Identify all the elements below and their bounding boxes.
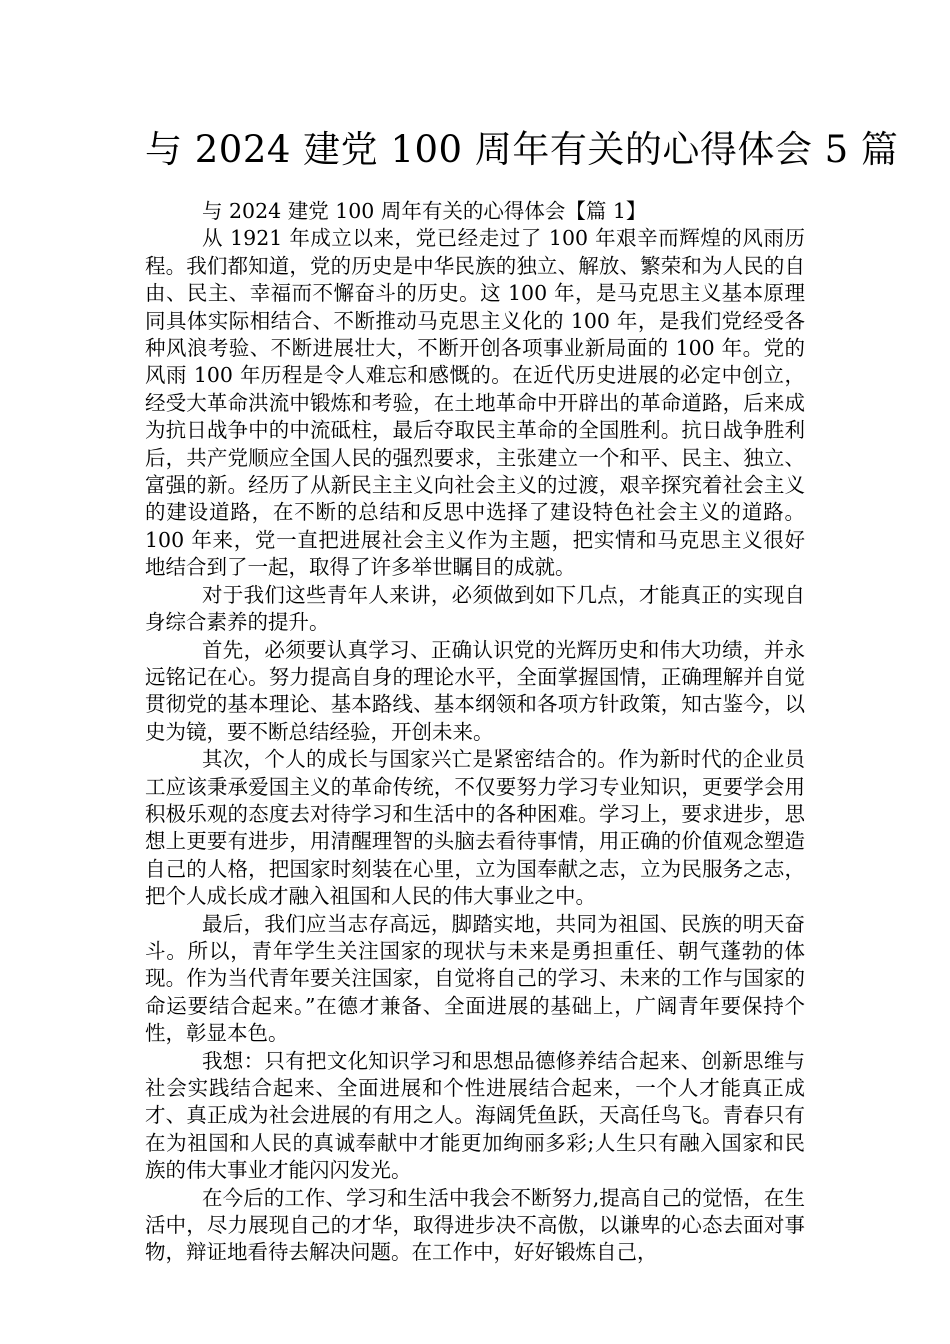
section-heading: 与 2024 建党 100 周年有关的心得体会【篇 1】: [202, 199, 647, 223]
paragraph-first: 首先，必须要认真学习、正确认识党的光辉历史和伟大功绩，并永远铭记在心。努力提高自身的理论水平，全面掌握国情，正确理解并自觉贯彻党的基本理论、基本路线、基本纲领和各项方针政策，知古鉴今，以史为镜，要不断总结经验，开创未来。: [145, 637, 805, 744]
paragraph-youth-intro: 对于我们这些青年人来讲，必须做到如下几点，才能真正的实现自身综合素养的提升。: [145, 582, 805, 635]
paragraph-history: 从 1921 年成立以来，党已经走过了 100 年艰辛而辉煌的风雨历程。我们都知道，党的历史是中华民族的独立、解放、繁荣和为人民的自由、民主、幸福而不懈奋斗的历史。这 100 年，是马克思主义基本原理同具体实际相结合、不断推动马克思主义化的 100 年，是我们党经受各种风浪考验、不断进展壮大，不断开创各项事业新局面的 100 年。党的风雨 100 年历程是令人难忘和感慨的。在近代历史进展的必定中创立，经受大革命洪流中锻炼和考验，在土地革命中开辟出的革命道路，后来成为抗日战争中的中流砥柱，最后夺取民主革命的全国胜利。抗日战争胜利后，共产党顺应全国人民的强烈要求，主张建立一个和平、民主、独立、富强的新。经历了从新民主主义向社会主义的过渡，艰辛探究着社会主义的建设道路，在不断的总结和反思中选择了建设特色社会主义的道路。100 年来，党一直把进展社会主义作为主题，把实情和马克思主义很好地结合到了一起，取得了许多举世瞩目的成就。: [145, 226, 805, 580]
paragraph-last: 最后，我们应当志存高远，脚踏实地，共同为祖国、民族的明天奋斗。所以，青年学生关注国家的现状与未来是勇担重任、朝气蓬勃的体现。作为当代青年要关注国家，自觉将自己的学习、未来的工作与国家的命运要结合起来。”在德才兼备、全面进展的基础上，广阔青年要保持个性，彰显本色。: [145, 911, 805, 1046]
paragraph-future: 在今后的工作、学习和生活中我会不断努力,提高自己的觉悟，在生活中，尽力展现自己的才华，取得进步决不高傲，以谦卑的心态去面对事物，辩证地看待去解决问题。在工作中，好好锻炼自己，: [145, 1185, 805, 1265]
paragraph-thoughts: 我想：只有把文化知识学习和思想品德修养结合起来、创新思维与社会实践结合起来、全面进展和个性进展结合起来，一个人才能真正成才、真正成为社会进展的有用之人。海阔凭鱼跃，天高任鸟飞。青春只有在为祖国和人民的真诚奉献中才能更加绚丽多彩;人生只有融入国家和民族的伟大事业才能闪闪发光。: [145, 1048, 805, 1183]
paragraph-second: 其次，个人的成长与国家兴亡是紧密结合的。作为新时代的企业员工应该秉承爱国主义的革命传统，不仅要努力学习专业知识，更要学会用积极乐观的态度去对待学习和生活中的各种困难。学习上，要求进步，思想上更要有进步，用清醒理智的头脑去看待事情，用正确的价值观念塑造自己的人格，把国家时刻装在心里，立为国奉献之志，立为民服务之志，把个人成长成才融入祖国和人民的伟大事业之中。: [145, 747, 805, 909]
document-title: 与 2024 建党 100 周年有关的心得体会 5 篇: [145, 128, 899, 171]
document-body: [145, 198, 805, 1267]
